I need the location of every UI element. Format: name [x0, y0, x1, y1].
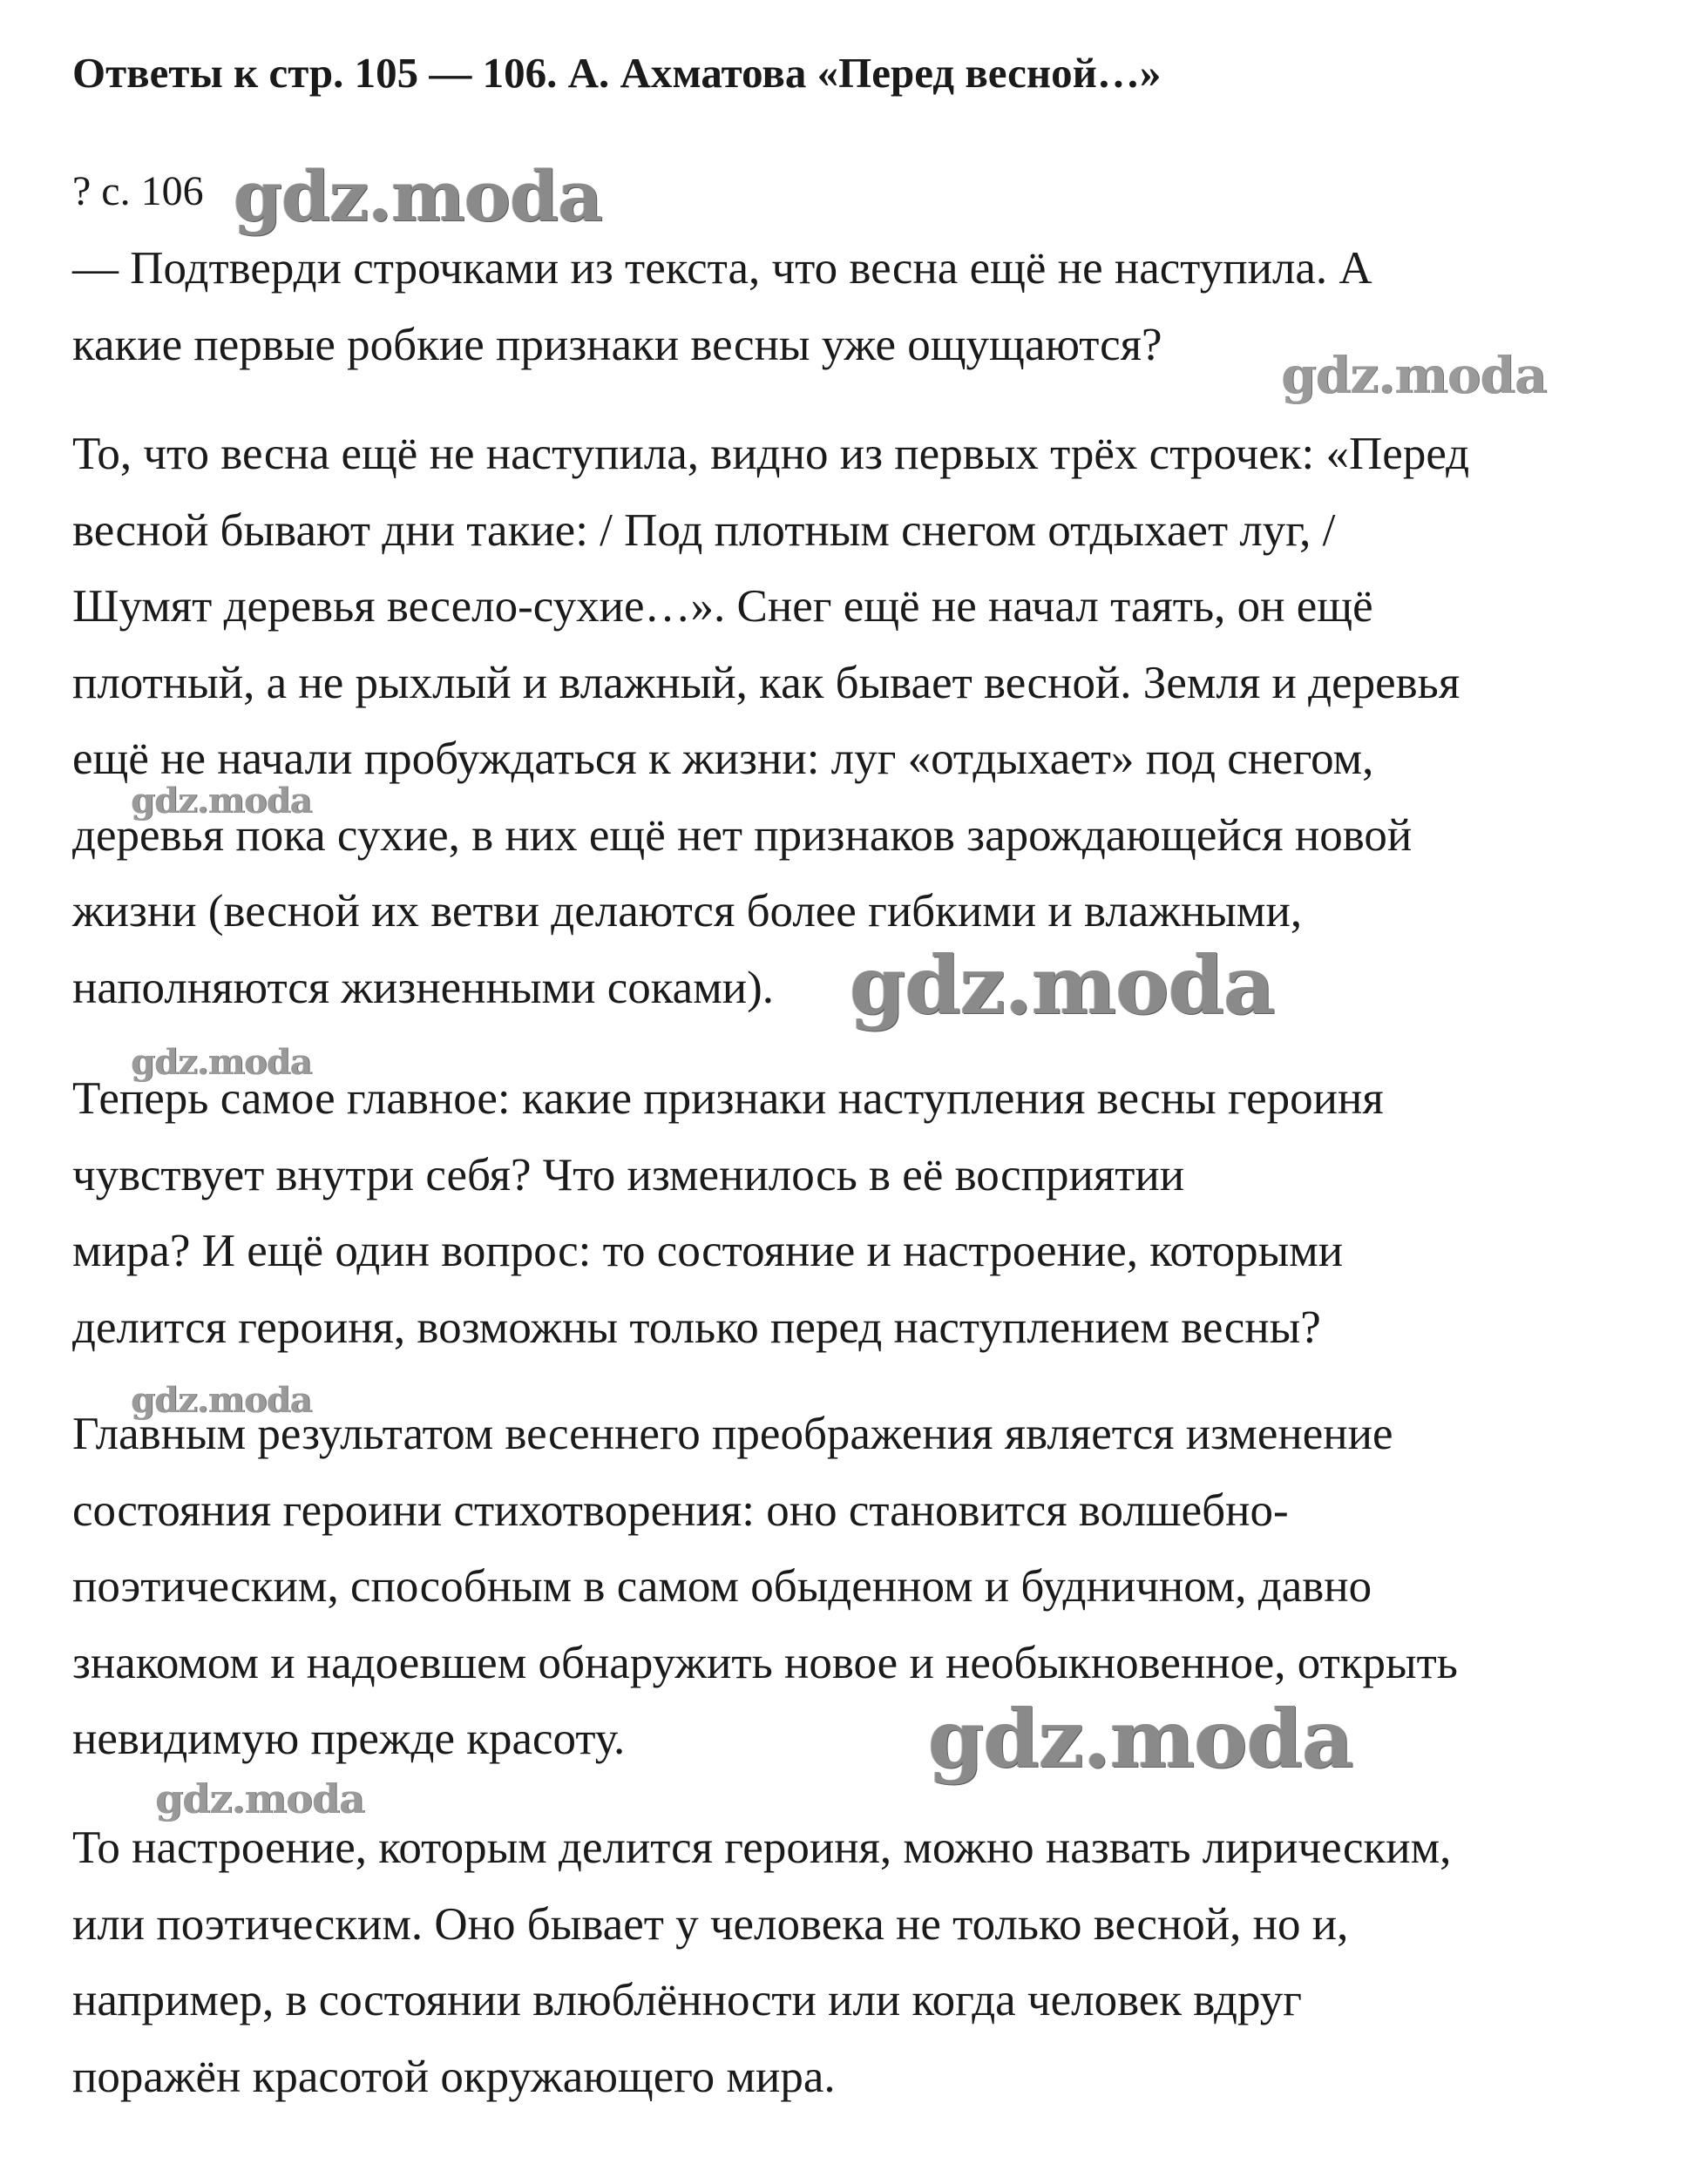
answer-line: наполняются жизненными соками). — [72, 962, 774, 1013]
answer-line: ещё не начали пробуждаться к жизни: луг «отдыхает» под снегом, — [72, 734, 1374, 784]
watermark: gdz.moda — [155, 1775, 364, 1822]
watermark: gdz.moda — [850, 938, 1275, 1032]
question-paragraph-2 — [72, 1061, 1641, 1366]
answer-line: поэтическим, способным в самом обыденном и будничном, давно — [72, 1561, 1372, 1612]
page-title: Ответы к стр. 105 — 106. А. Ахматова «Перед весной…» — [72, 49, 1162, 97]
watermark: gdz.moda — [131, 781, 312, 822]
answer-paragraph-3 — [72, 1810, 1641, 2115]
answer-line: Шумят деревья весело-сухие…». Снег ещё не начал таять, он ещё — [72, 581, 1373, 632]
watermark: gdz.moda — [928, 1692, 1353, 1786]
answer-paragraph-2 — [72, 1396, 1641, 1786]
question-line: — Подтверди строчками из текста, что весна ещё не наступила. А — [72, 243, 1372, 294]
question-line: мира? И ещё один вопрос: то состояние и настроение, которыми — [72, 1226, 1344, 1276]
answer-line: невидимую прежде красоту. — [72, 1714, 626, 1764]
answer-line: жизни (весной их ветви делаются более гибкими и влажными, — [72, 886, 1303, 936]
question-line: Теперь самое главное: какие признаки наступления весны героиня — [72, 1073, 1384, 1124]
answer-line: То, что весна ещё не наступила, видно из первых трёх строчек: «Перед — [72, 429, 1470, 479]
answer-line: плотный, а не рыхлый и влажный, как бывает весной. Земля и деревья — [72, 657, 1460, 708]
watermark: gdz.moda — [1281, 346, 1547, 405]
question-line: делится героиня, возможны только перед наступлением весны? — [72, 1302, 1321, 1353]
answer-line: Главным результатом весеннего преображения является изменение — [72, 1409, 1393, 1459]
answer-line: или поэтическим. Оно бывает у человека не только весной, но и, — [72, 1898, 1349, 1950]
answer-line: поражён красотой окружающего мира. — [72, 2051, 836, 2102]
answer-line: деревья пока сухие, в них ещё нет признаков зарождающейся новой — [72, 809, 1413, 861]
watermark: gdz.moda — [234, 155, 602, 237]
answer-line: знакомом и надоевшем обнаружить новое и необыкновенное, открыть — [72, 1637, 1458, 1688]
answer-paragraph-1 — [72, 416, 1641, 1032]
answer-line: То настроение, которым делится героиня, можно назвать лирическим, — [72, 1822, 1452, 1873]
watermark: gdz.moda — [131, 1042, 312, 1083]
answer-line: например, в состоянии влюблённости или когда человек вдруг — [72, 1975, 1303, 2025]
watermark: gdz.moda — [131, 1380, 312, 1421]
question-label: ? с. 106 — [72, 168, 204, 214]
question-line: какие первые робкие признаки весны уже ощущаются? — [72, 319, 1162, 370]
question-line: чувствует внутри себя? Что изменилось в её восприятии — [72, 1149, 1185, 1200]
answer-line: весной бывают дни такие: / Под плотным снегом отдыхает луг, / — [72, 504, 1336, 556]
answer-line: состояния героини стихотворения: оно становится волшебно- — [72, 1484, 1289, 1536]
